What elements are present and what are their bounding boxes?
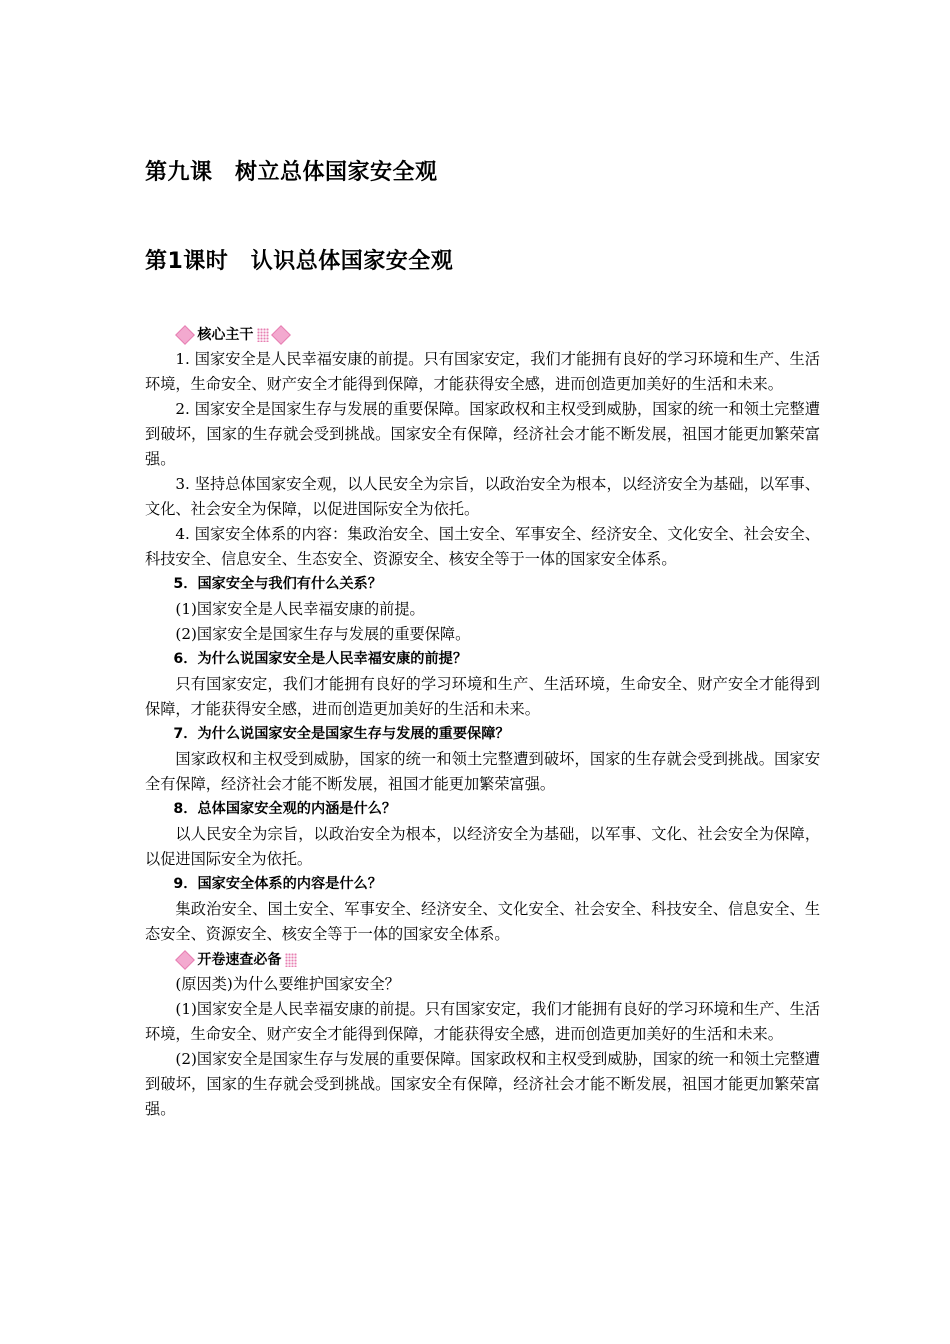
section-header-core bbox=[145, 322, 820, 347]
core-item: 4. 国家安全体系的内容：集政治安全、国土安全、军事安全、经济安全、文化安全、社会安全、科技安全、信息安全、生态安全、资源安全、核安全等于一体的国家安全体系。 bbox=[145, 525, 820, 568]
answer-text: (1)国家安全是人民幸福安康的前提。只有国家安定，我们才能拥有良好的学习环境和生产、生活环境，生命安全、财产安全才能得到保障，才能获得安全感，进而创造更加美好的生活和未来。 bbox=[145, 1000, 820, 1043]
section-label: 开卷速查必备 bbox=[197, 951, 282, 968]
question-heading: 6．为什么说国家安全是人民幸福安康的前提？ bbox=[173, 651, 468, 667]
answer-text: (1)国家安全是人民幸福安康的前提。 bbox=[175, 600, 425, 618]
dot-grid-icon bbox=[257, 328, 269, 342]
answer-text: 集政治安全、国土安全、军事安全、经济安全、文化安全、社会安全、科技安全、信息安全、生态安全、资源安全、核安全等于一体的国家安全体系。 bbox=[145, 900, 820, 943]
core-item: 2. 国家安全是国家生存与发展的重要保障。国家政权和主权受到威胁，国家的统一和领土完整遭到破坏，国家的生存就会受到挑战。国家安全有保障，经济社会才能不断发展，祖国才能更加繁荣富强。 bbox=[145, 400, 820, 468]
document-body bbox=[145, 322, 820, 1122]
lesson-subtitle: 第1课时 认识总体国家安全观 bbox=[145, 249, 454, 274]
question-heading: 7．为什么说国家安全是国家生存与发展的重要保障？ bbox=[173, 726, 510, 742]
section-header-exam bbox=[145, 947, 820, 972]
answer-text: 只有国家安定，我们才能拥有良好的学习环境和生产、生活环境，生命安全、财产安全才能得到保障，才能获得安全感，进而创造更加美好的生活和未来。 bbox=[145, 675, 820, 718]
diamond-icon bbox=[175, 325, 195, 345]
lesson-title: 第九课 树立总体国家安全观 bbox=[145, 160, 438, 185]
section-badge bbox=[175, 950, 299, 970]
exam-question: (原因类)为什么要维护国家安全？ bbox=[175, 975, 400, 993]
answer-text: (2)国家安全是国家生存与发展的重要保障。 bbox=[175, 625, 471, 643]
core-item: 3. 坚持总体国家安全观，以人民安全为宗旨，以政治安全为根本，以经济安全为基础，以军事、文化、社会安全为保障，以促进国际安全为依托。 bbox=[145, 475, 820, 518]
diamond-icon bbox=[271, 325, 291, 345]
core-item: 1. 国家安全是人民幸福安康的前提。只有国家安定，我们才能拥有良好的学习环境和生产、生活环境，生命安全、财产安全才能得到保障，才能获得安全感，进而创造更加美好的生活和未来。 bbox=[145, 350, 820, 393]
diamond-icon bbox=[175, 950, 195, 970]
question-heading: 5．国家安全与我们有什么关系？ bbox=[173, 576, 382, 592]
answer-text: (2)国家安全是国家生存与发展的重要保障。国家政权和主权受到威胁，国家的统一和领土完整遭到破坏，国家的生存就会受到挑战。国家安全有保障，经济社会才能不断发展，祖国才能更加繁荣富强。 bbox=[145, 1050, 820, 1118]
question-heading: 9．国家安全体系的内容是什么？ bbox=[173, 876, 382, 892]
answer-text: 以人民安全为宗旨，以政治安全为根本，以经济安全为基础，以军事、文化、社会安全为保障，以促进国际安全为依托。 bbox=[145, 825, 820, 868]
dot-grid-icon bbox=[285, 953, 297, 967]
question-heading: 8．总体国家安全观的内涵是什么？ bbox=[173, 801, 397, 817]
section-label: 核心主干 bbox=[197, 326, 254, 343]
answer-text: 国家政权和主权受到威胁，国家的统一和领土完整遭到破坏，国家的生存就会受到挑战。国家安全有保障，经济社会才能不断发展，祖国才能更加繁荣富强。 bbox=[145, 750, 820, 793]
section-badge bbox=[175, 325, 291, 345]
